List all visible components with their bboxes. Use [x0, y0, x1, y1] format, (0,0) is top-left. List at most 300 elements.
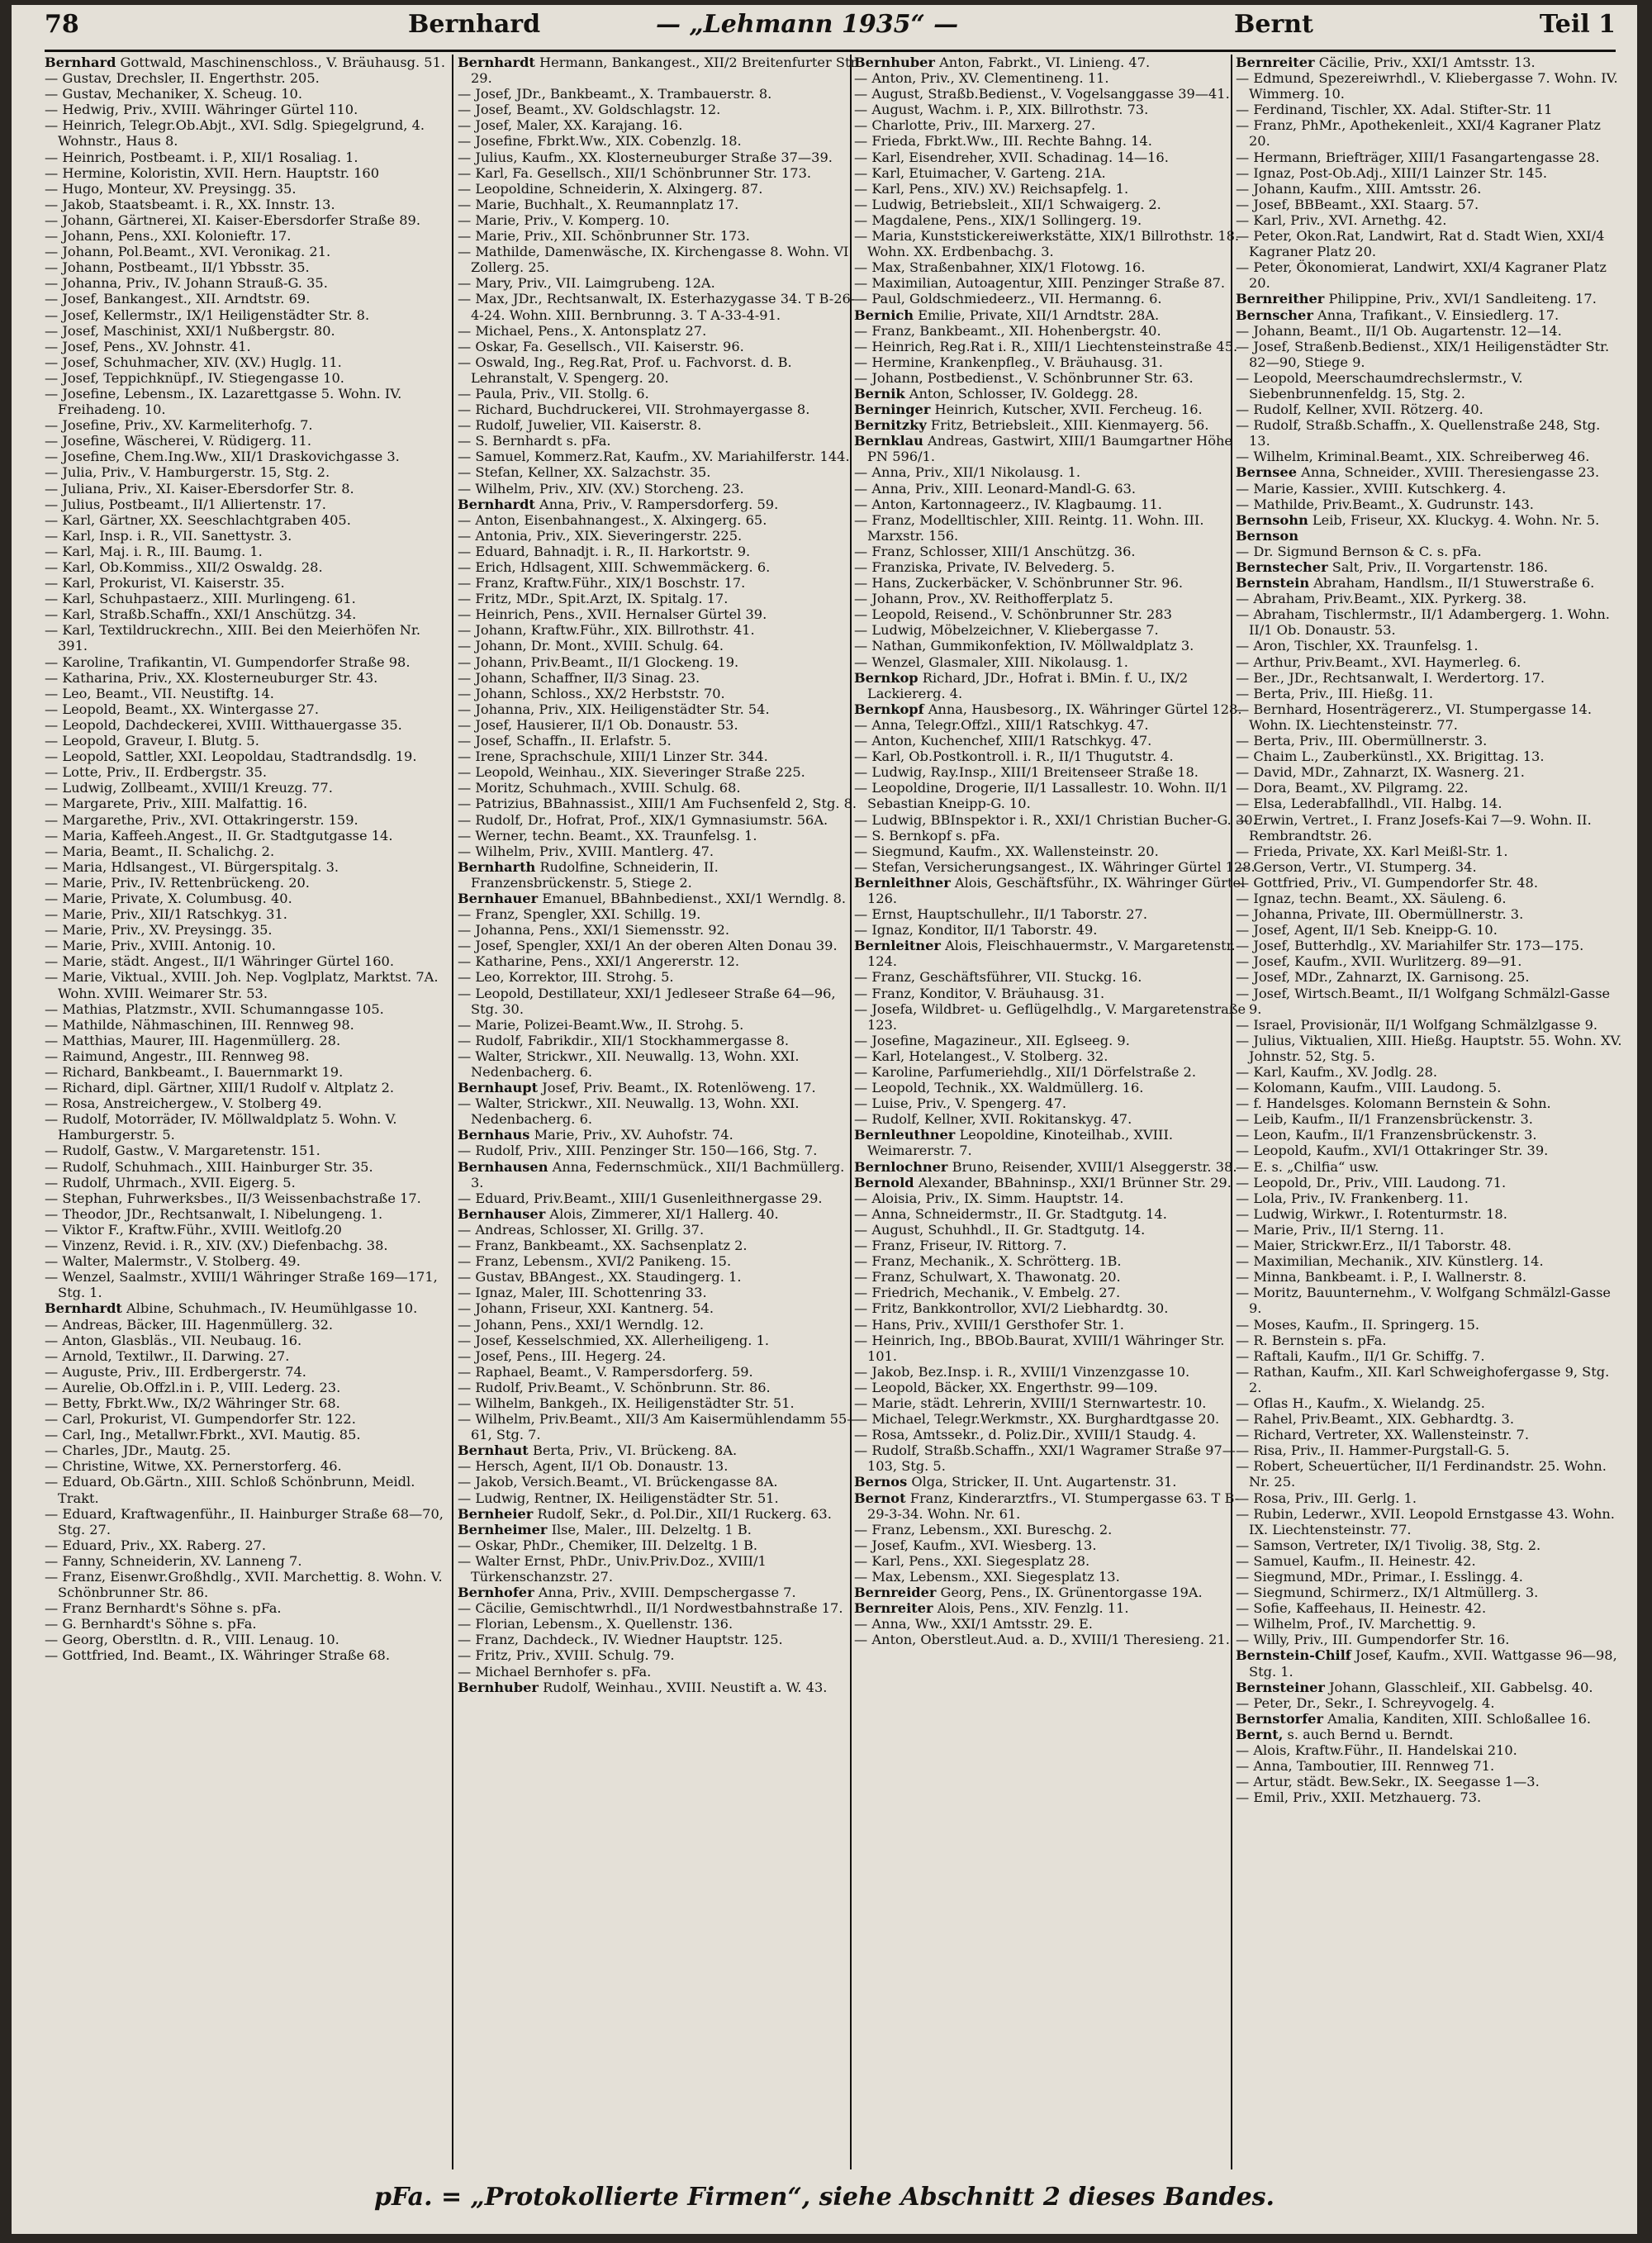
directory-entry: — Johann, Postbedienst., V. Schönbrunner Str. 63. [854, 369, 1194, 386]
directory-entry: Bernold Alexander, BBahninsp., XXI/1 Brünner Str. 29. [854, 1174, 1232, 1190]
directory-entry: — Johanna, Priv., IV. Johann Strauß-G. 35. [45, 275, 328, 292]
directory-page [12, 5, 1637, 2234]
directory-entry: — Josef, Kellermstr., IX/1 Heiligenstädter Str. 8. [45, 307, 370, 323]
directory-entry: — Josefa, Wildbret- u. Geflügelhdlg., V. Margaretenstraße 123. [854, 1000, 1246, 1033]
directory-entry: — Edmund, Spezereiwrhdl., V. Kliebergasse 7. Wohn. IV. Wimmerg. 10. [1236, 70, 1618, 102]
directory-entry: — Jakob, Versich.Beamt., VI. Brückengasse 8A. [458, 1474, 778, 1490]
column-4 [1236, 55, 1624, 2169]
directory-entry: Bernlochner Bruno, Reisender, XVIII/1 Alseggerstr. 38. [854, 1158, 1237, 1175]
directory-entry: — Marie, Priv., IV. Rettenbrückeng. 20. [45, 874, 310, 891]
directory-entry: — Marie, Polizei-Beamt.Ww., II. Strohg. 5. [458, 1016, 744, 1033]
directory-entry: Bernhaupt Josef, Priv. Beamt., IX. Rotenlöweng. 17. [458, 1080, 816, 1096]
directory-entry: — Eduard, Priv., XX. Raberg. 27. [45, 1537, 267, 1553]
directory-entry: — Fritz, Bankkontrollor, XVI/2 Liebhardtg. 30. [854, 1300, 1169, 1317]
directory-entry: — Julius, Kaufm., XX. Klosterneuburger Straße 37—39. [458, 149, 833, 165]
directory-entry: — Peter, Dr., Sekr., I. Schreyvogelg. 4. [1236, 1694, 1495, 1711]
directory-entry: — Gustav, Mechaniker, X. Scheug. 10. [45, 86, 303, 102]
directory-entry: — Josef, Schaffn., II. Erlafstr. 5. [458, 733, 672, 749]
header-right-word: Bernt [1234, 10, 1313, 39]
directory-entry: — Karl, Fa. Gesellsch., XII/1 Schönbrunner Str. 173. [458, 164, 812, 181]
directory-entry: — Johann, Kaufm., XIII. Amtsstr. 26. [1236, 180, 1482, 197]
directory-entry: — Max, JDr., Rechtsanwalt, IX. Esterhazygasse 34. T B-26-4-24. Wohn. XIII. Bernbrunng. 3. T A-33-4-91. [458, 291, 856, 323]
directory-entry: — Oskar, PhDr., Chemiker, III. Delzeltg. 1 B. [458, 1537, 758, 1553]
directory-entry: — Theodor, JDr., Rechtsanwalt, I. Nibelungeng. 1. [45, 1205, 383, 1222]
directory-entry: — Hermine, Krankenpfleg., V. Bräuhausg. 31. [854, 354, 1163, 370]
directory-entry: — Franz, Modelltischler, XIII. Reintg. 11. Wohn. III. Marxstr. 156. [854, 511, 1204, 544]
directory-entry: — Heinrich, Ing., BBOb.Baurat, XVIII/1 Währinger Str. 101. [854, 1332, 1225, 1364]
directory-entry: — Josefine, Wäscherei, V. Rüdigerg. 11. [45, 433, 311, 449]
directory-entry: — Andreas, Bäcker, III. Hagenmüllerg. 32. [45, 1316, 334, 1333]
directory-entry: — Johann, Schloss., XX/2 Herbststr. 70. [458, 685, 725, 701]
directory-entry: — Anna, Schneidermstr., II. Gr. Stadtgutg. 14. [854, 1205, 1167, 1222]
directory-entry: — Maria, Hdlsangest., VI. Bürgerspitalg. 3. [45, 858, 339, 875]
directory-entry: — Franz, Friseur, IV. Rittorg. 7. [854, 1238, 1067, 1254]
directory-entry: Bernt, s. auch Bernd u. Berndt. [1236, 1726, 1454, 1742]
directory-entry: — Ludwig, BBInspektor i. R., XXI/1 Christian Bucher-G. 30. [854, 811, 1257, 828]
directory-entry: — Marie, Viktual., XVIII. Joh. Nep. Voglplatz, Marktst. 7A. Wohn. XVIII. Weimarer Str. 53. [45, 969, 439, 1001]
directory-entry: — Leopold, Weinhau., XIX. Sieveringer Straße 225. [458, 764, 805, 781]
directory-entry: — Ludwig, Betriebsleit., XII/1 Schwaigerg. 2. [854, 196, 1161, 212]
directory-entry: — Karoline, Trafikantin, VI. Gumpendorfer Straße 98. [45, 653, 411, 670]
directory-entry: — Werner, techn. Beamt., XX. Traunfelsg. 1. [458, 827, 757, 844]
column-separator [1231, 55, 1232, 2169]
directory-entry: — Rudolf, Priv., XIII. Penzinger Str. 150—166, Stg. 7. [458, 1143, 818, 1159]
directory-entry: — Rahel, Priv.Beamt., XIX. Gebhardtg. 3. [1236, 1411, 1514, 1428]
directory-entry: Bernot Franz, Kinderarztfrs., VI. Stumpergasse 63. T B-29-3-34. Wohn. Nr. 61. [854, 1490, 1240, 1522]
directory-entry: — Josef, MDr., Zahnarzt, IX. Garnisong. 25. [1236, 969, 1530, 986]
directory-entry: — Richard, Vertreter, XX. Wallensteinstr. 7. [1236, 1427, 1529, 1443]
directory-entry: — Leopold, Technik., XX. Waldmüllerg. 16. [854, 1080, 1144, 1096]
directory-entry: — Max, Straßenbahner, XIX/1 Flotowg. 16. [854, 259, 1146, 276]
directory-entry: — Rudolf, Fabrikdir., XII/1 Stockhammergasse 8. [458, 1032, 790, 1048]
directory-entry: — Leo, Beamt., VII. Neustiftg. 14. [45, 685, 274, 701]
directory-entry: — David, MDr., Zahnarzt, IX. Wasnerg. 21. [1236, 764, 1525, 781]
directory-entry: — Heinrich, Reg.Rat i. R., XIII/1 Liechtensteinstraße 45. [854, 338, 1238, 354]
directory-entry: — Ignaz, Maler, III. Schottenring 33. [458, 1285, 707, 1301]
directory-entry: — Aurelie, Ob.Offzl.in i. P., VIII. Lederg. 23. [45, 1379, 341, 1395]
directory-entry: — Karl, Kaufm., XV. Jodlg. 28. [1236, 1064, 1438, 1080]
directory-entry: — Peter, Ökonomierat, Landwirt, XXI/4 Kagraner Platz 20. [1236, 259, 1607, 292]
directory-entry: — Marie, Priv., II/1 Sterng. 11. [1236, 1221, 1445, 1238]
directory-entry: — Franz, Bankbeamt., XII. Hohenbergstr. 40. [854, 322, 1161, 339]
directory-entry: — Eduard, Bahnadjt. i. R., II. Harkortstr. 9. [458, 543, 751, 559]
directory-entry: Bernhardt Hermann, Bankangest., XII/2 Breitenfurter Str. 29. [458, 55, 860, 87]
directory-entry: — Josef, Maschinist, XXI/1 Nußbergstr. 80. [45, 322, 335, 339]
directory-entry: — Jakob, Bez.Insp. i. R., XVIII/1 Vinzenzgasse 10. [854, 1363, 1190, 1380]
directory-entry: — Matthias, Maurer, III. Hagenmüllerg. 28. [45, 1032, 341, 1048]
directory-entry: — Vinzenz, Revid. i. R., XIV. (XV.) Diefenbachg. 38. [45, 1238, 388, 1254]
directory-entry: — Katharina, Priv., XX. Klosterneuburger Str. 43. [45, 669, 378, 686]
directory-entry: — Samuel, Kaufm., II. Heinestr. 42. [1236, 1552, 1476, 1569]
directory-entry: — Rudolf, Schuhmach., XIII. Hainburger Str. 35. [45, 1158, 373, 1175]
directory-entry: — Karl, Prokurist, VI. Kaiserstr. 35. [45, 575, 285, 592]
directory-entry: — Josef, Butterhdlg., XV. Mariahilfer Str. 173—175. [1236, 938, 1584, 954]
directory-entry: — Franz, Mechanik., X. Schrötterg. 1B. [854, 1253, 1122, 1270]
directory-entry: — Wilhelm, Bankgeh., IX. Heiligenstädter Str. 51. [458, 1395, 795, 1411]
directory-entry: Bernstein-Chilf Josef, Kaufm., XVII. Wattgasse 96—98, Stg. 1. [1236, 1647, 1617, 1680]
directory-entry: — Rudolf, Straßb.Schaffn., X. Quellenstraße 248, Stg. 13. [1236, 417, 1601, 449]
directory-entry: — Franz, Lebensm., XVI/2 Panikeng. 15. [458, 1253, 732, 1270]
directory-entry: — August, Schuhhdl., II. Gr. Stadtgutg. 14. [854, 1221, 1146, 1238]
directory-entry: — Johanna, Pens., XXI/1 Siemensstr. 92. [458, 922, 730, 939]
directory-entry: — Frieda, Private, XX. Karl Meißl-Str. 1. [1236, 843, 1508, 859]
directory-entry: — Anton, Oberstleut.Aud. a. D., XVIII/1 Theresieng. 21. [854, 1632, 1230, 1648]
directory-entry: — Betty, Fbrkt.Ww., IX/2 Währinger Str. 68. [45, 1395, 340, 1411]
directory-entry: — Josef, Kaufm., XVI. Wiesberg. 13. [854, 1537, 1097, 1553]
directory-entry: — Anna, Telegr.Offzl., XIII/1 Ratschkyg. 47. [854, 716, 1149, 733]
directory-entry: — Leopold, Destillateur, XXI/1 Jedleseer Straße 64—96, Stg. 30. [458, 985, 836, 1017]
directory-entry: — Gustav, BBAngest., XX. Staudingerg. 1. [458, 1269, 742, 1285]
directory-entry: — Eduard, Priv.Beamt., XIII/1 Gusenleithnergasse 29. [458, 1190, 823, 1206]
directory-entry: Bernitzky Fritz, Betriebsleit., XIII. Kienmayerg. 56. [854, 417, 1209, 434]
directory-entry: — Heinrich, Pens., XVII. Hernalser Gürtel 39. [458, 606, 767, 623]
directory-entry: — Raimund, Angestr., III. Rennweg 98. [45, 1048, 310, 1064]
directory-entry: — Marie, städt. Lehrerin, XVIII/1 Sternwartestr. 10. [854, 1395, 1207, 1411]
directory-entry: — Karl, Schuhpastaerz., XIII. Murlingeng. 61. [45, 591, 356, 607]
directory-entry: — Marie, Priv., XII/1 Ratschkyg. 31. [45, 906, 287, 923]
directory-entry: — Johanna, Priv., XIX. Heiligenstädter Str. 54. [458, 701, 770, 717]
directory-entry: — Samson, Vertreter, IX/1 Tivolig. 38, Stg. 2. [1236, 1537, 1541, 1553]
directory-entry: — Minna, Bankbeamt. i. P., I. Wallnerstr. 8. [1236, 1269, 1527, 1285]
directory-entry: — Siegmund, Schirmerz., IX/1 Altmüllerg. 3. [1236, 1585, 1539, 1601]
directory-entry: — Franz, PhMr., Apothekenleit., XXI/4 Kagraner Platz 20. [1236, 117, 1601, 150]
directory-entry: — Franz, Konditor, V. Bräuhausg. 31. [854, 985, 1105, 1001]
directory-entry: — Josefine, Magazineur., XII. Eglseeg. 9. [854, 1032, 1130, 1048]
directory-entry: — Marie, Buchhalt., X. Reumannplatz 17. [458, 196, 739, 212]
directory-entry: — Marie, Private, X. Columbusg. 40. [45, 890, 292, 906]
header-part: Teil 1 [1539, 10, 1616, 39]
directory-entry: — Stefan, Versicherungsangest., IX. Währinger Gürtel 128. [854, 858, 1256, 875]
directory-entry: — Siegmund, MDr., Primar., I. Esslingg. 4. [1236, 1569, 1523, 1585]
directory-entry: Bernheimer Ilse, Maler., III. Delzeltg. 1 B. [458, 1521, 752, 1537]
directory-entry: — Erwin, Vertret., I. Franz Josefs-Kai 7—9. Wohn. II. Rembrandtstr. 26. [1236, 811, 1592, 844]
directory-entry: — Josef, Hausierer, II/1 Ob. Donaustr. 53. [458, 716, 738, 733]
directory-entry: — Michael, Pens., X. Antonsplatz 27. [458, 322, 707, 339]
directory-entry: — R. Bernstein s. pFa. [1236, 1332, 1387, 1348]
directory-entry: — Kolomann, Kaufm., VIII. Laudong. 5. [1236, 1080, 1502, 1096]
directory-entry: — Mathilde, Priv.Beamt., X. Gudrunstr. 143. [1236, 496, 1534, 512]
directory-entry: — Johanna, Private, III. Obermüllnerstr. 3. [1236, 906, 1524, 923]
directory-entry: Bernharth Rudolfine, Schneiderin, II. Franzensbrückenstr. 5, Stiege 2. [458, 858, 719, 891]
directory-entry: — Ludwig, Rentner, IX. Heiligenstädter Str. 51. [458, 1490, 779, 1506]
directory-entry: — Anton, Kuchenchef, XIII/1 Ratschkyg. 47. [854, 733, 1152, 749]
directory-entry: — Cäcilie, Gemischtwrhdl., II/1 Nordwestbahnstraße 17. [458, 1600, 843, 1617]
directory-entry: — Ernst, Hauptschullehr., II/1 Taborstr. 27. [854, 906, 1147, 923]
directory-entry: — Walter Ernst, PhDr., Univ.Priv.Doz., XVIII/1 Türkenschanzstr. 27. [458, 1552, 767, 1585]
header-rule [45, 50, 1616, 52]
directory-entry: — Leopoldine, Drogerie, II/1 Lassallestr. 10. Wohn. II/1 Sebastian Kneipp-G. 10. [854, 780, 1228, 812]
directory-entry: — Oskar, Fa. Gesellsch., VII. Kaiserstr. 96. [458, 338, 744, 354]
directory-entry: — Carl, Prokurist, VI. Gumpendorfer Str. 122. [45, 1411, 356, 1428]
directory-entry: Bernstein Abraham, Handlsm., II/1 Stuwerstraße 6. [1236, 575, 1595, 592]
directory-entry: — Hersch, Agent, II/1 Ob. Donaustr. 13. [458, 1458, 729, 1475]
directory-entry: — August, Straßb.Bedienst., V. Vogelsanggasse 39—41. [854, 86, 1230, 102]
directory-entry: — Josefine, Priv., XV. Karmeliterhofg. 7. [45, 417, 313, 434]
directory-entry: — Josef, Teppichknüpf., IV. Stiegengasse 10. [45, 369, 344, 386]
directory-entry: — Erich, Hdlsagent, XIII. Schwemmäckerg. 6. [458, 559, 771, 575]
directory-entry: — Franz, Spengler, XXI. Schillg. 19. [458, 906, 701, 923]
directory-entry: — Fritz, Priv., XVIII. Schulg. 79. [458, 1647, 675, 1664]
directory-entry: — Walter, Malermstr., V. Stolberg. 49. [45, 1253, 301, 1270]
directory-entry: — Julius, Postbeamt., II/1 Alliertenstr. 17. [45, 496, 326, 512]
directory-entry: — Josefine, Lebensm., IX. Lazarettgasse 5. Wohn. IV. Freihadeng. 10. [45, 385, 402, 418]
directory-entry: — Karl, Ob.Kommiss., XII/2 Oswaldg. 28. [45, 559, 323, 575]
page-footer: pFa. = „Protokollierte Firmen“, siehe Abschnitt 2 dieses Bandes. [374, 2183, 1275, 2212]
directory-entry: — Gottfried, Priv., VI. Gumpendorfer Str. 48. [1236, 874, 1538, 891]
directory-entry: — Anna, Ww., XXI/1 Amtsstr. 29. E. [854, 1616, 1093, 1632]
directory-entry: — G. Bernhardt's Söhne s. pFa. [45, 1616, 257, 1632]
directory-entry: — Ferdinand, Tischler, XX. Adal. Stifter-Str. 11 [1236, 102, 1553, 118]
directory-entry: — Mathilde, Nähmaschinen, III. Rennweg 98. [45, 1016, 354, 1033]
directory-entry: — Ludwig, Zollbeamt., XVIII/1 Kreuzg. 77. [45, 780, 333, 796]
directory-entry: — Mathias, Platzmstr., XVII. Schumanngasse 105. [45, 1000, 384, 1017]
directory-entry: — Josef, Kesselschmied, XX. Allerheiligeng. 1. [458, 1332, 770, 1348]
directory-entry: Bernreider Georg, Pens., IX. Grünentorgasse 19A. [854, 1585, 1203, 1601]
directory-entry: Bernhaus Marie, Priv., XV. Auhofstr. 74. [458, 1127, 733, 1143]
directory-entry: — Alois, Kraftw.Führ., II. Handelskai 210. [1236, 1742, 1517, 1759]
directory-entry: — Carl, Ing., Metallwr.Fbrkt., XVI. Mautig. 85. [45, 1427, 361, 1443]
header-title: — „Lehmann 1935“ — [656, 10, 959, 39]
directory-entry: — Hermann, Briefträger, XIII/1 Fasangartengasse 28. [1236, 149, 1600, 165]
directory-entry: — Leopold, Kaufm., XVI/1 Ottakringer Str. 39. [1236, 1143, 1549, 1159]
directory-entry: — Walter, Strickwr., XII. Neuwallg. 13, Wohn. XXI. Nedenbacherg. 6. [458, 1048, 800, 1080]
directory-entry: — Willy, Priv., III. Gumpendorfer Str. 16. [1236, 1632, 1510, 1648]
directory-entry: — Karl, Eisendreher, XVII. Schadinag. 14—16. [854, 149, 1169, 165]
directory-entry: — Margarete, Priv., XIII. Malfattig. 16. [45, 796, 308, 812]
directory-entry: — Josef, Maler, XX. Karajang. 16. [458, 117, 683, 134]
directory-entry: — Maier, Strickwr.Erz., II/1 Taborstr. 48. [1236, 1238, 1512, 1254]
directory-entry: Bernreiter Cäcilie, Priv., XXI/1 Amtsstr. 13. [1236, 55, 1536, 70]
directory-entry: — Josef, JDr., Bankbeamt., X. Trambauerstr. 8. [458, 86, 772, 102]
directory-entry: — Rudolf, Juwelier, VII. Kaiserstr. 8. [458, 417, 702, 434]
directory-entry: — Anton, Eisenbahnangest., X. Alxingerg. 65. [458, 511, 767, 528]
directory-entry: — Mathilde, Damenwäsche, IX. Kirchengasse 8. Wohn. VI. Zollerg. 25. [458, 244, 853, 276]
directory-entry: — Johann, Gärtnerei, XI. Kaiser-Ebersdorfer Straße 89. [45, 211, 420, 228]
directory-entry: — Johann, Pens., XXI/1 Werndlg. 12. [458, 1316, 705, 1333]
directory-entry: — Rudolf, Dr., Hofrat, Prof., XIX/1 Gymnasiumstr. 56A. [458, 811, 828, 828]
directory-entry: Bernhuber Anton, Fabrkt., VI. Linieng. 47. [854, 55, 1151, 70]
directory-entry: — Christine, Witwe, XX. Pernerstorferg. 46. [45, 1458, 342, 1475]
directory-entry: — Karl, Ob.Postkontroll. i. R., II/1 Thugutstr. 4. [854, 748, 1174, 765]
column-separator [452, 55, 453, 2169]
directory-entry: — Leopold, Dachdeckerei, XVIII. Witthauergasse 35. [45, 716, 402, 733]
directory-entry: — Jakob, Staatsbeamt. i. R., XX. Innstr. 13. [45, 196, 335, 212]
directory-entry: Bernleuthner Leopoldine, Kinoteilhab., XVIII. Weimarerstr. 7. [854, 1127, 1173, 1159]
directory-entry: — Moritz, Bauunternehm., V. Wolfgang Schmälzl-Gasse 9. [1236, 1285, 1612, 1317]
column-2 [458, 55, 861, 2169]
directory-entry: — Karl, Insp. i. R., VII. Sanettystr. 3. [45, 527, 292, 544]
directory-entry: — Anton, Priv., XV. Clementineng. 11. [854, 70, 1109, 87]
directory-entry: — Karl, Textildruckrechn., XIII. Bei den Meierhöfen Nr. 391. [45, 622, 421, 654]
directory-entry: — Franz, Lebensm., XXI. Bureschg. 2. [854, 1521, 1113, 1537]
directory-entry: Bernreither Philippine, Priv., XVI/1 Sandleiteng. 17. [1236, 291, 1597, 307]
directory-entry: — Franz, Schlosser, XIII/1 Anschützg. 36. [854, 543, 1136, 559]
directory-entry: — Maria, Beamt., II. Schalichg. 2. [45, 843, 275, 859]
directory-entry: — Rudolf, Gastw., V. Margaretenstr. 151. [45, 1143, 320, 1159]
directory-entry: — Franz Bernhardt's Söhne s. pFa. [45, 1600, 282, 1617]
directory-entry: — Anton, Kartonnageerz., IV. Klagbaumg. 11. [854, 496, 1162, 512]
directory-entry: — Ignaz, Post-Ob.Adj., XIII/1 Lainzer Str. 145. [1236, 164, 1548, 181]
directory-entry: — Josef, Bankangest., XII. Arndtstr. 69. [45, 291, 311, 307]
directory-entry: — Leopold, Reisend., V. Schönbrunner Str. 283 [854, 606, 1172, 623]
directory-entry: — Berta, Priv., III. Hießg. 11. [1236, 685, 1434, 701]
directory-entry: — Sofie, Kaffeehaus, II. Heinestr. 42. [1236, 1600, 1487, 1617]
directory-entry: — Stefan, Kellner, XX. Salzachstr. 35. [458, 464, 711, 481]
directory-entry: — Franziska, Private, IV. Belvederg. 5. [854, 559, 1115, 575]
directory-entry: — Franz, Dachdeck., IV. Wiedner Hauptstr. 125. [458, 1632, 783, 1648]
directory-entry: — Ignaz, Konditor, II/1 Taborstr. 49. [854, 922, 1098, 939]
directory-entry: — Rudolf, Priv.Beamt., V. Schönbrunn. Str. 86. [458, 1379, 771, 1395]
directory-entry: — Josef, Agent, II/1 Seb. Kneipp-G. 10. [1236, 922, 1498, 939]
directory-entry: — Maximilian, Autoagentur, XIII. Penzinger Straße 87. [854, 275, 1226, 292]
directory-entry: — Johann, Beamt., II/1 Ob. Augartenstr. 12—14. [1236, 322, 1562, 339]
directory-entry: — Ignaz, techn. Beamt., XX. Säuleng. 6. [1236, 890, 1507, 906]
directory-entry: — Lotte, Priv., II. Erdbergstr. 35. [45, 764, 268, 781]
column-separator [850, 55, 852, 2169]
directory-entry: — Artur, städt. Bew.Sekr., IX. Seegasse 1—3. [1236, 1774, 1540, 1790]
page-number: 78 [45, 10, 79, 39]
directory-entry: — Hermine, Koloristin, XVII. Hern. Hauptstr. 160 [45, 164, 380, 181]
directory-entry: — Charlotte, Priv., III. Marxerg. 27. [854, 117, 1096, 134]
directory-entry: — Karl, Maj. i. R., III. Baumg. 1. [45, 543, 263, 559]
column-3 [854, 55, 1257, 2169]
directory-entry: — Ludwig, Ray.Insp., XIII/1 Breitenseer Straße 18. [854, 764, 1199, 781]
directory-entry: — Moritz, Schuhmach., XVIII. Schulg. 68. [458, 780, 741, 796]
directory-entry: — Marie, städt. Angest., II/1 Währinger Gürtel 160. [45, 953, 394, 970]
directory-entry: — Patrizius, BBahnassist., XIII/1 Am Fuchsenfeld 2, Stg. 8. [458, 796, 857, 812]
directory-entry: Bernson [1236, 527, 1298, 544]
directory-entry: — Wenzel, Glasmaler, XIII. Nikolausg. 1. [854, 653, 1128, 670]
directory-entry: Bernhardt Anna, Priv., V. Rampersdorferg. 59. [458, 496, 779, 512]
directory-entry: — Wilhelm, Kriminal.Beamt., XIX. Schreiberweg 46. [1236, 449, 1590, 465]
directory-entry: Bernhausen Anna, Federnschmück., XII/1 Bachmüllerg. 3. [458, 1158, 845, 1190]
directory-entry: Bernik Anton, Schlosser, IV. Goldegg. 28. [854, 385, 1138, 402]
directory-entry: Bernheier Rudolf, Sekr., d. Pol.Dir., XII/1 Ruckerg. 63. [458, 1505, 832, 1522]
directory-entry: — Abraham, Tischlermstr., II/1 Adambergerg. 1. Wohn. II/1 Ob. Donaustr. 53. [1236, 606, 1610, 639]
directory-entry: — Wilhelm, Prof., IV. Marchettig. 9. [1236, 1616, 1476, 1632]
directory-entry: — Franz, Eisenwr.Großhdlg., XVII. Marchettig. 8. Wohn. V. Schönbrunner Str. 86. [45, 1569, 443, 1601]
directory-entry: Bernhauer Emanuel, BBahnbedienst., XXI/1 Werndlg. 8. [458, 890, 847, 906]
directory-entry: — Robert, Scheuertücher, II/1 Ferdinandstr. 25. Wohn. Nr. 25. [1236, 1458, 1607, 1490]
directory-entry: — Hans, Zuckerbäcker, V. Schönbrunner Str. 96. [854, 575, 1184, 592]
directory-entry: — Emil, Priv., XXII. Metzhauerg. 73. [1236, 1789, 1482, 1806]
directory-entry: — Maria, Kunststickereiwerkstätte, XIX/1 Billrothstr. 18. Wohn. XX. Erdbenbachg. 3. [854, 228, 1240, 260]
directory-entry: — Josef, Straßenb.Bedienst., XIX/1 Heiligenstädter Str. 82—90, Stiege 9. [1236, 338, 1610, 370]
directory-entry: — Peter, Okon.Rat, Landwirt, Rat d. Stadt Wien, XXI/4 Kagraner Platz 20. [1236, 228, 1605, 260]
directory-entry: — Gustav, Drechsler, II. Engerthstr. 205. [45, 70, 320, 87]
directory-entry: — Johann, Pol.Beamt., XVI. Veronikag. 21. [45, 244, 331, 260]
directory-entry: — Ludwig, Möbelzeichner, V. Kliebergasse 7. [854, 622, 1159, 639]
directory-entry: — Wilhelm, Priv.Beamt., XII/3 Am Kaisermühlendamm 55—61, Stg. 7. [458, 1411, 861, 1443]
directory-entry: — Richard, Buchdruckerei, VII. Strohmayergasse 8. [458, 402, 810, 418]
directory-entry: — Abraham, Priv.Beamt., XIX. Pyrkerg. 38. [1236, 591, 1527, 607]
directory-entry: — Julia, Priv., V. Hamburgerstr. 15, Stg. 2. [45, 464, 330, 481]
directory-entry: — Josef, Kaufm., XVII. Wurlitzerg. 89—91. [1236, 953, 1522, 970]
directory-entry: — Margarethe, Priv., XVI. Ottakringerstr. 159. [45, 811, 358, 828]
directory-entry: — Ber., JDr., Rechtsanwalt, I. Werdertorg. 17. [1236, 669, 1545, 686]
directory-entry: — Michael, Telegr.Werkmstr., XX. Burghardtgasse 20. [854, 1411, 1220, 1428]
directory-entry: — Josefine, Fbrkt.Ww., XIX. Cobenzlg. 18. [458, 133, 742, 150]
directory-entry: — Mary, Priv., VII. Laimgrubeng. 12A. [458, 275, 715, 292]
directory-entry: — Marie, Priv., XV. Preysingg. 35. [45, 922, 273, 939]
directory-entry: — Israel, Provisionär, II/1 Wolfgang Schmälzlgasse 9. [1236, 1016, 1598, 1033]
directory-entry: Bernkop Richard, JDr., Hofrat i. BMin. f. U., IX/2 Lackiererg. 4. [854, 669, 1189, 701]
directory-entry: — Richard, dipl. Gärtner, XIII/1 Rudolf v. Altplatz 2. [45, 1080, 395, 1096]
directory-entry: — Johann, Dr. Mont., XVIII. Schulg. 64. [458, 638, 724, 654]
directory-entry: — Bernhard, Hosenträgererz., VI. Stumpergasse 14. Wohn. IX. Liechtensteinstr. 77. [1236, 701, 1592, 733]
directory-entry: Bernich Emilie, Private, XII/1 Arndtstr. 28A. [854, 307, 1160, 323]
directory-entry: — Josefine, Chem.Ing.Ww., XII/1 Draskovichgasse 3. [45, 449, 400, 465]
directory-entry: — Johann, Kraftw.Führ., XIX. Billrothstr. 41. [458, 622, 755, 639]
directory-entry: — Leib, Kaufm., II/1 Franzensbrückenstr. 3. [1236, 1111, 1533, 1128]
directory-entry: Bernsee Anna, Schneider., XVIII. Theresiengasse 23. [1236, 464, 1600, 481]
directory-entry: — Karl, Hotelangest., V. Stolberg. 32. [854, 1048, 1108, 1064]
directory-entry: — Rudolf, Motorräder, IV. Möllwaldplatz 5. Wohn. V. Hamburgerstr. 5. [45, 1111, 397, 1143]
directory-entry: — Frieda, Fbrkt.Ww., III. Rechte Bahng. 14. [854, 133, 1152, 150]
directory-entry: — Marie, Priv., XII. Schönbrunner Str. 173. [458, 228, 750, 245]
directory-entry: — Maximilian, Mechanik., XIV. Künstlerg. 14. [1236, 1253, 1544, 1270]
directory-entry: — Nathan, Gummikonfektion, IV. Möllwaldplatz 3. [854, 638, 1194, 654]
directory-entry: — Karl, Priv., XVI. Arnethg. 42. [1236, 211, 1447, 228]
directory-entry: Bernhofer Anna, Priv., XVIII. Dempschergasse 7. [458, 1585, 796, 1601]
directory-entry: Bernhuber Rudolf, Weinhau., XVIII. Neustift a. W. 43. [458, 1679, 828, 1695]
directory-entry: — Dora, Beamt., XV. Pilgramg. 22. [1236, 780, 1469, 796]
directory-entry: Bernhauser Alois, Zimmerer, XI/1 Hallerg. 40. [458, 1205, 779, 1222]
directory-entry: — Rosa, Anstreichergew., V. Stolberg 49. [45, 1095, 322, 1112]
directory-entry: — Karl, Pens., XXI. Siegesplatz 28. [854, 1552, 1090, 1569]
directory-entry: — Raphael, Beamt., V. Rampersdorferg. 59. [458, 1363, 753, 1380]
directory-entry: — August, Wachm. i. P., XIX. Billrothstr. 73. [854, 102, 1149, 118]
directory-entry: — Walter, Strickwr., XII. Neuwallg. 13, Wohn. XXI. Nedenbacherg. 6. [458, 1095, 800, 1128]
directory-entry: — Viktor F., Kraftw.Führ., XVIII. Weitlofg.20 [45, 1221, 342, 1238]
directory-entry: — Antonia, Priv., XIX. Sieveringerstr. 225. [458, 527, 743, 544]
directory-entry: — Gottfried, Ind. Beamt., IX. Währinger Straße 68. [45, 1647, 390, 1664]
directory-entry: — Karl, Etuimacher, V. Garteng. 21A. [854, 164, 1106, 181]
directory-entry: — Johann, Schaffner, II/3 Sinag. 23. [458, 669, 700, 686]
directory-entry: Bernkopf Anna, Hausbesorg., IX. Währinger Gürtel 128. [854, 701, 1242, 717]
directory-entry: — Rudolf, Uhrmach., XVII. Eigerg. 5. [45, 1174, 296, 1190]
directory-entry: — Florian, Lebensm., X. Quellenstr. 136. [458, 1616, 733, 1632]
directory-entry: — Leopold, Meerschaumdrechslermstr., V. Siebenbrunnenfeldg. 15, Stg. 2. [1236, 369, 1523, 402]
directory-entry: — Josef, Pens., III. Hegerg. 24. [458, 1347, 667, 1364]
directory-entry: — Franz, Bankbeamt., XX. Sachsenplatz 2. [458, 1238, 748, 1254]
header-left-word: Bernhard [408, 10, 541, 39]
directory-entry: — Josef, Pens., XV. Johnstr. 41. [45, 338, 251, 354]
directory-entry: — S. Bernkopf s. pFa. [854, 827, 1000, 844]
directory-entry: — Josef, BBBeamt., XXI. Staarg. 57. [1236, 196, 1479, 212]
directory-entry: — Marie, Priv., XVIII. Antonig. 10. [45, 938, 276, 954]
directory-entry: — Hans, Priv., XVIII/1 Gersthofer Str. 1. [854, 1316, 1124, 1333]
directory-entry: — Stephan, Fuhrwerksbes., II/3 Weissenbachstraße 17. [45, 1190, 421, 1206]
directory-entry: — Johann, Prov., XV. Reithofferplatz 5. [854, 591, 1113, 607]
directory-entry: — Leo, Korrektor, III. Strohg. 5. [458, 969, 674, 986]
directory-entry: — Moses, Kaufm., II. Springerg. 15. [1236, 1316, 1480, 1333]
directory-entry: — Wenzel, Saalmstr., XVIII/1 Währinger Straße 169—171, Stg. 1. [45, 1269, 438, 1301]
directory-entry: Bernsteiner Johann, Glasschleif., XII. Gabbelsg. 40. [1236, 1679, 1593, 1695]
directory-entry: — Arthur, Priv.Beamt., XVI. Haymerleg. 6. [1236, 653, 1521, 670]
directory-entry: — Franz, Schulwart, X. Thawonatg. 20. [854, 1269, 1121, 1285]
directory-entry: — Leopold, Graveur, I. Blutg. 5. [45, 733, 259, 749]
directory-entry: — Josef, Beamt., XV. Goldschlagstr. 12. [458, 102, 721, 118]
directory-entry: — Rosa, Priv., III. Gerlg. 1. [1236, 1490, 1417, 1506]
directory-entry: — Paula, Priv., VII. Stollg. 6. [458, 385, 649, 402]
directory-entry: Bernhard Gottwald, Maschinenschloss., V. Bräuhausg. 51. [45, 55, 446, 70]
directory-entry: — Raftali, Kaufm., II/1 Gr. Schiffg. 7. [1236, 1347, 1485, 1364]
directory-entry: — Risa, Priv., II. Hammer-Purgstall-G. 5. [1236, 1442, 1510, 1459]
directory-entry: — Michael Bernhofer s. pFa. [458, 1663, 652, 1680]
directory-entry: — Fanny, Schneiderin, XV. Lanneng 7. [45, 1552, 302, 1569]
directory-entry: — Heinrich, Postbeamt. i. P., XII/1 Rosaliag. 1. [45, 149, 358, 165]
